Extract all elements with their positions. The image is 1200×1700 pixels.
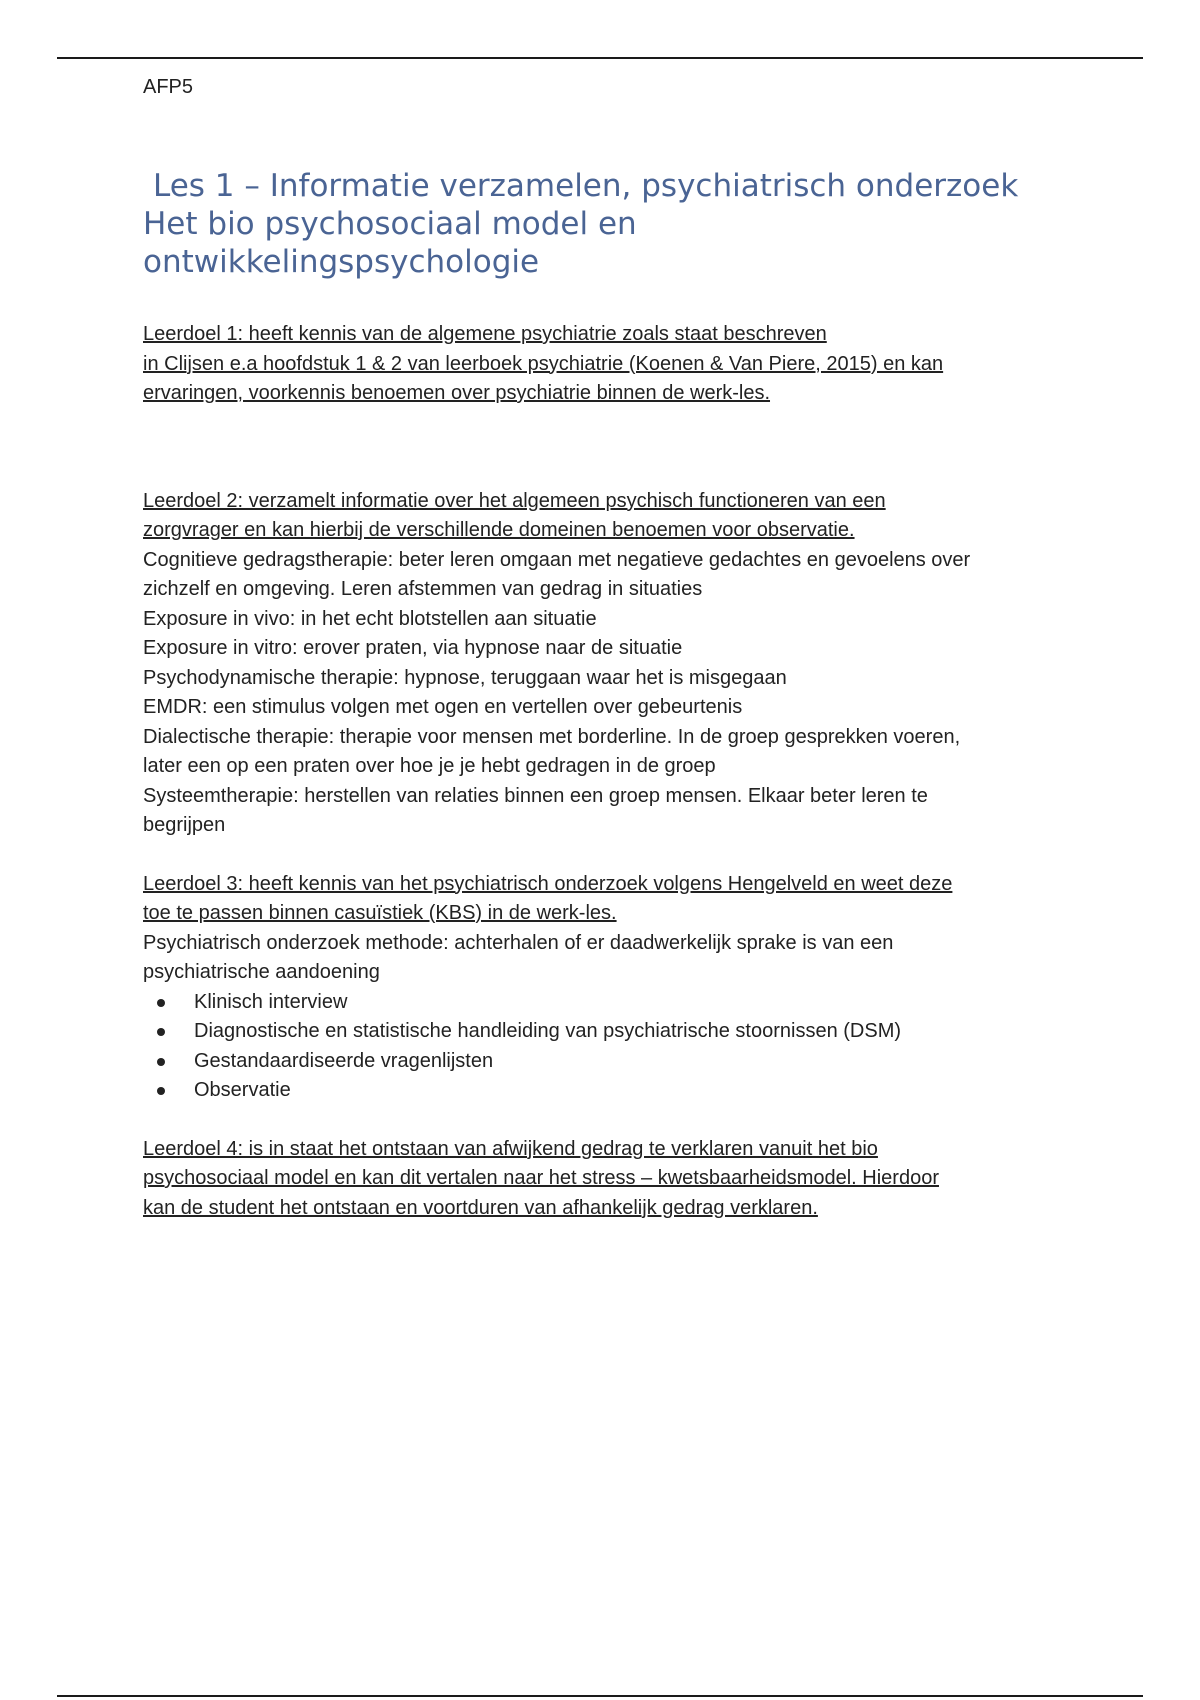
goal-notes [143, 929, 1063, 988]
title-line: ontwikkelingspsychologie [143, 244, 540, 280]
bullet-icon [157, 1087, 165, 1095]
note-line: Systeemtherapie: herstellen van relaties binnen een groep mensen. Elkaar beter leren te [143, 784, 928, 807]
note-line: psychiatrische aandoening [143, 961, 380, 983]
learning-goal-heading [143, 1135, 1063, 1224]
learning-goal-heading [143, 487, 1063, 546]
learning-goal-1 [143, 320, 1063, 409]
bottom-rule [57, 1695, 1143, 1697]
learning-goal-4 [143, 1135, 1063, 1224]
goal-line: Leerdoel 1: heeft kennis van de algemene psychiatrie zoals staat beschreven [143, 323, 827, 345]
list-item-text: Observatie [194, 1079, 291, 1101]
note-line: Cognitieve gedragstherapie: beter leren omgaan met negatieve gedachtes en gevoelens over [143, 548, 971, 571]
goal-line: toe te passen binnen casuïstiek (KBS) in de werk-les. [143, 902, 617, 924]
note-line: Exposure in vivo: in het echt blotstellen aan situatie [143, 607, 597, 630]
list-item [143, 1076, 1063, 1106]
bullet-icon [157, 999, 165, 1007]
document-body [143, 74, 1063, 1223]
list-item [143, 988, 1063, 1018]
goal-line: zorgvrager en kan hierbij de verschillende domeinen benoemen voor observatie. [143, 519, 855, 541]
list-item-text: Gestandaardiseerde vragenlijsten [194, 1049, 494, 1072]
learning-goal-2 [143, 487, 1063, 841]
list-item-text: Diagnostische en statistische handleiding van psychiatrische stoornissen (DSM) [194, 1020, 902, 1042]
goal-line: Leerdoel 3: heeft kennis van het psychiatrisch onderzoek volgens Hengelveld en weet deze [143, 872, 953, 895]
page-title [143, 167, 1063, 281]
learning-goal-3 [143, 870, 1063, 1106]
learning-goal-heading [143, 870, 1063, 929]
note-line: Dialectische therapie: therapie voor mensen met borderline. In de groep gesprekken voeren, [143, 725, 961, 748]
list-item [143, 1047, 1063, 1077]
bullet-icon [157, 1058, 165, 1066]
goal-line: psychosociaal model en kan dit vertalen naar het stress – kwetsbaarheidsmodel. Hierdoor [143, 1167, 939, 1189]
method-list [143, 988, 1063, 1106]
note-line: begrijpen [143, 814, 226, 836]
learning-goal-heading [143, 320, 1063, 409]
top-rule [57, 57, 1143, 59]
goal-line: ervaringen, voorkennis benoemen over psychiatrie binnen de werk-les. [143, 382, 771, 404]
note-line: later een op een praten over hoe je je hebt gedragen in de groep [143, 755, 716, 777]
goal-line: kan de student het ontstaan en voortduren van afhankelijk gedrag verklaren. [143, 1196, 818, 1219]
goal-line: Leerdoel 2: verzamelt informatie over het algemeen psychisch functioneren van een [143, 489, 886, 512]
list-item [143, 1017, 1063, 1047]
goal-line: in Clijsen e.a hoofdstuk 1 & 2 van leerboek psychiatrie (Koenen & Van Piere, 2015) en kan [143, 352, 944, 375]
note-line: Psychiatrisch onderzoek methode: achterhalen of er daadwerkelijk sprake is van een [143, 931, 894, 954]
course-code: AFP5 [143, 76, 194, 98]
note-line: Psychodynamische therapie: hypnose, teruggaan waar het is misgegaan [143, 666, 787, 689]
title-line: Les 1 – Informatie verzamelen, psychiatrisch onderzoek [153, 168, 1019, 204]
title-line: Het bio psychosociaal model en [143, 206, 637, 242]
bullet-icon [157, 1028, 165, 1036]
list-item-text: Klinisch interview [194, 990, 348, 1013]
note-line: zichzelf en omgeving. Leren afstemmen van gedrag in situaties [143, 578, 703, 600]
goal-notes [143, 546, 1063, 841]
note-line: Exposure in vitro: erover praten, via hypnose naar de situatie [143, 637, 683, 659]
note-line: EMDR: een stimulus volgen met ogen en vertellen over gebeurtenis [143, 696, 743, 718]
goal-line: Leerdoel 4: is in staat het ontstaan van afwijkend gedrag te verklaren vanuit het bio [143, 1137, 878, 1160]
